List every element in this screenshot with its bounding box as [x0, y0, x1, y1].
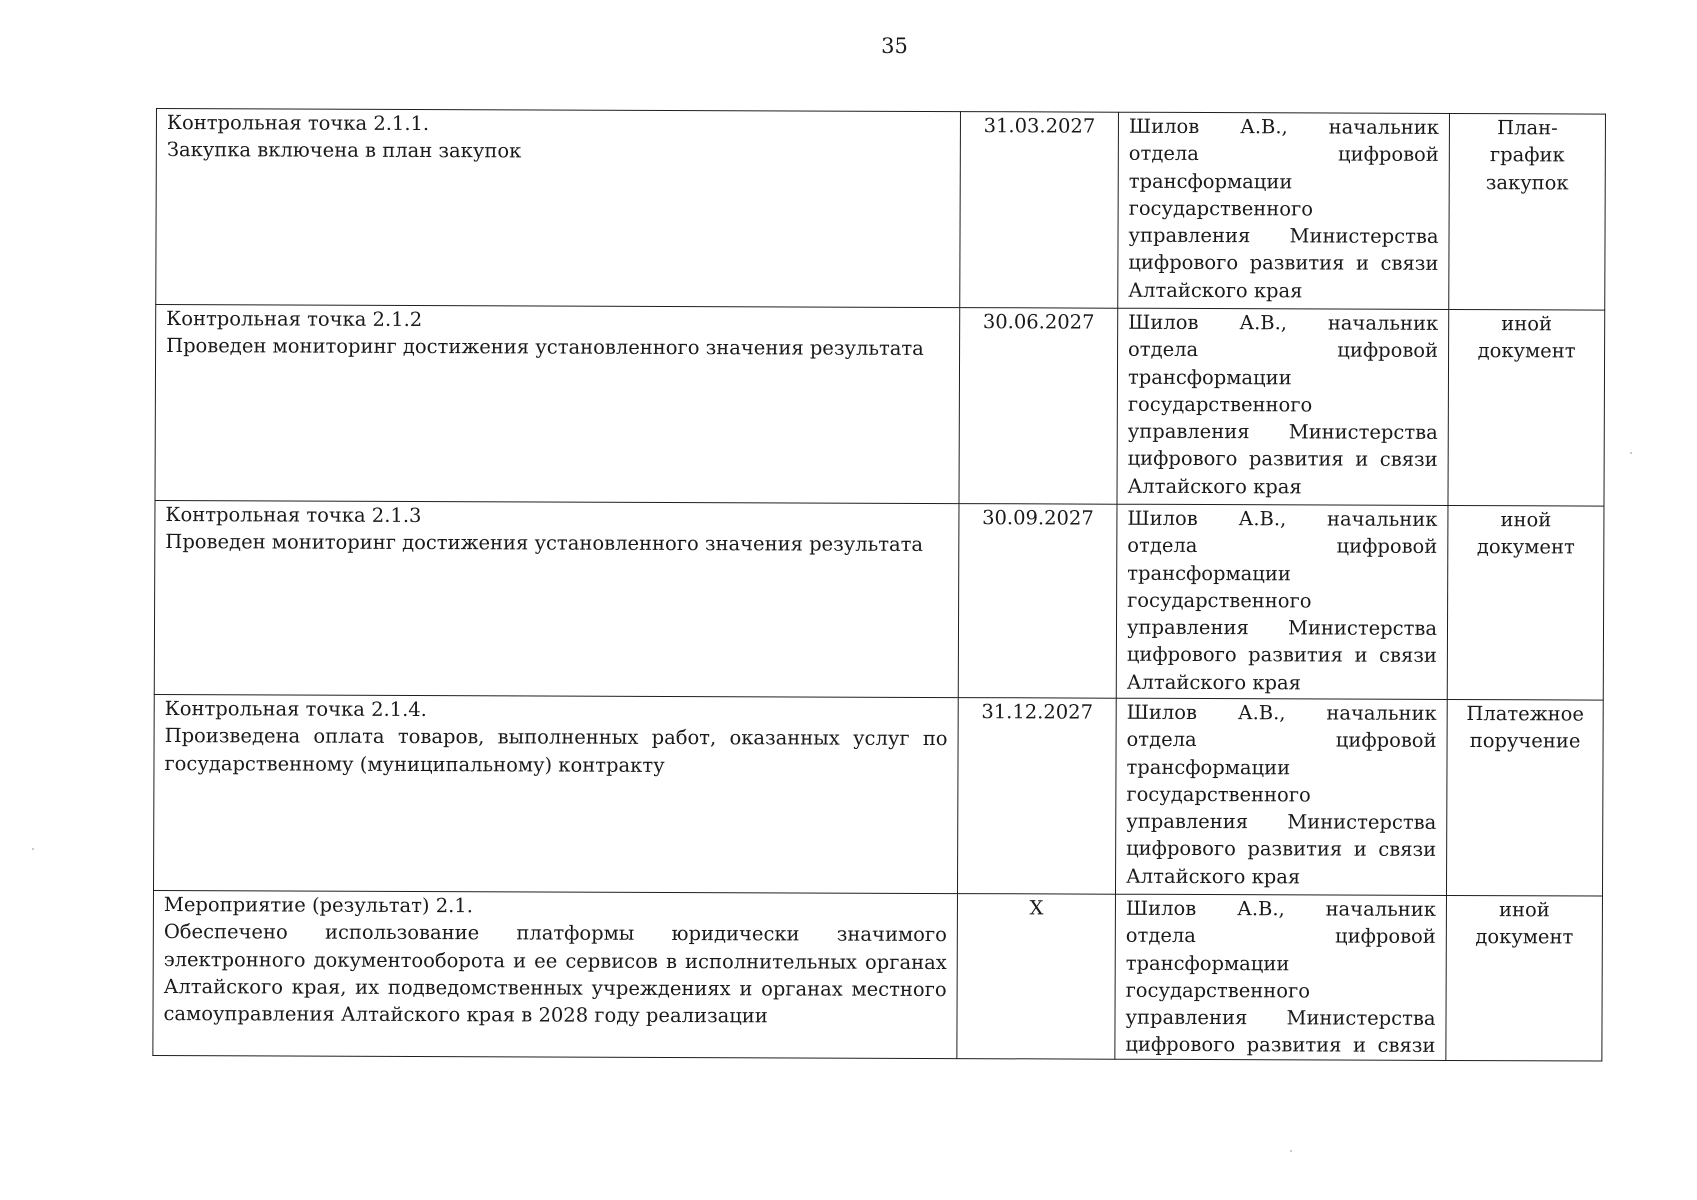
control-point-description: Проведен мониторинг достижения установленного значения результата — [165, 530, 924, 557]
deadline-date: 30.09.2027 — [958, 504, 1117, 699]
table-row — [154, 500, 1604, 700]
control-points-table — [152, 108, 1606, 1061]
responsible-line: Алтайского края — [1128, 278, 1303, 303]
responsible-line: цифрового развития и связи — [1126, 643, 1437, 668]
responsible-person — [1115, 894, 1447, 1060]
scan-speck — [1630, 452, 1632, 454]
table-row — [156, 109, 1606, 311]
responsible-line: отдела цифровой — [1128, 338, 1439, 363]
responsible-line: Шилов А.В., начальник — [1128, 114, 1439, 139]
responsible-line: отдела цифровой — [1126, 728, 1437, 753]
event-result-title: Мероприятие (результат) 2.1. — [163, 893, 473, 918]
responsible-line: управления Министерства — [1128, 223, 1439, 249]
responsible-line: управления Министерства — [1126, 615, 1438, 641]
control-point-title: Контрольная точка 2.1.1. — [166, 111, 430, 136]
responsible-line: государственного — [1125, 978, 1311, 1003]
event-result-cell — [153, 890, 958, 1058]
document-type: План-график закупок — [1449, 113, 1606, 310]
responsible-line: цифрового развития и связи — [1125, 1033, 1436, 1058]
responsible-line: государственного — [1126, 782, 1311, 807]
responsible-line: государственного — [1127, 588, 1312, 613]
document-type: Платежное поручение — [1446, 699, 1603, 896]
responsible-person — [1116, 504, 1448, 699]
responsible-line: Алтайского края — [1127, 474, 1302, 499]
responsible-line: государственного — [1128, 196, 1314, 221]
control-point-description: Закупка включена в план закупок — [166, 138, 522, 163]
responsible-line: Шилов А.В., начальник — [1128, 310, 1439, 335]
responsible-line: трансформации — [1125, 951, 1290, 975]
deadline-date: 31.03.2027 — [960, 112, 1119, 309]
control-point-title: Контрольная точка 2.1.2 — [166, 307, 423, 332]
responsible-line: трансформации — [1128, 169, 1293, 193]
responsible-person — [1118, 112, 1450, 309]
responsible-line: отдела цифровой — [1128, 142, 1439, 167]
deadline-date: X — [957, 894, 1116, 1059]
control-point-title: Контрольная точка 2.1.3 — [165, 503, 422, 528]
responsible-line: отдела цифровой — [1125, 924, 1436, 949]
responsible-line: трансформации — [1126, 755, 1291, 779]
responsible-line: трансформации — [1127, 365, 1292, 389]
control-point-title: Контрольная точка 2.1.4. — [164, 697, 427, 722]
responsible-line: Алтайского края — [1126, 864, 1301, 889]
responsible-line: Шилов А.В., начальник — [1127, 506, 1438, 531]
control-point-cell — [154, 500, 959, 697]
scan-speck — [1290, 1150, 1292, 1152]
responsible-line: управления Министерства — [1127, 419, 1438, 445]
control-point-cell — [153, 694, 958, 893]
responsible-line: цифрового развития и связи — [1128, 251, 1439, 276]
responsible-line: цифрового развития и связи — [1127, 447, 1438, 472]
table-row — [153, 694, 1603, 896]
scan-speck — [32, 848, 34, 850]
responsible-person — [1115, 698, 1447, 895]
document-type: иной документ — [1448, 309, 1605, 506]
control-point-cell — [155, 305, 960, 504]
deadline-date: 30.06.2027 — [959, 308, 1118, 505]
document-type: иной документ — [1446, 895, 1603, 1060]
document-type: иной документ — [1447, 505, 1604, 700]
deadline-date: 31.12.2027 — [957, 698, 1116, 895]
responsible-line: цифрового развития и связи — [1126, 837, 1437, 862]
responsible-line: Шилов А.В., начальник — [1125, 896, 1436, 921]
responsible-line: Шилов А.В., начальник — [1126, 700, 1437, 725]
responsible-line: управления Министерства — [1126, 809, 1437, 835]
page-number: 35 — [881, 34, 908, 58]
table-row — [153, 890, 1603, 1060]
responsible-line: управления Министерства — [1125, 1005, 1436, 1031]
control-point-description: Произведена оплата товаров, выполненных работ, оказанных услуг по государственному (муниципальному) контракту — [164, 724, 948, 777]
control-point-cell — [156, 109, 961, 308]
table-row — [155, 305, 1605, 507]
responsible-line: государственного — [1127, 392, 1313, 417]
control-point-description: Проведен мониторинг достижения установленного значения результата — [166, 334, 924, 361]
responsible-person — [1117, 308, 1449, 505]
event-result-description: Обеспечено использование платформы юридически значимого электронного документооборота и ее сервисов в исполнительных органах Алтайского края, их подведомственных учреждениях и органах местного самоуправления Алтайского края в 2028 году реализации — [163, 920, 947, 1028]
responsible-line: Алтайского края — [1126, 670, 1302, 695]
responsible-line: отдела цифровой — [1127, 534, 1438, 559]
responsible-line: трансформации — [1127, 561, 1291, 585]
